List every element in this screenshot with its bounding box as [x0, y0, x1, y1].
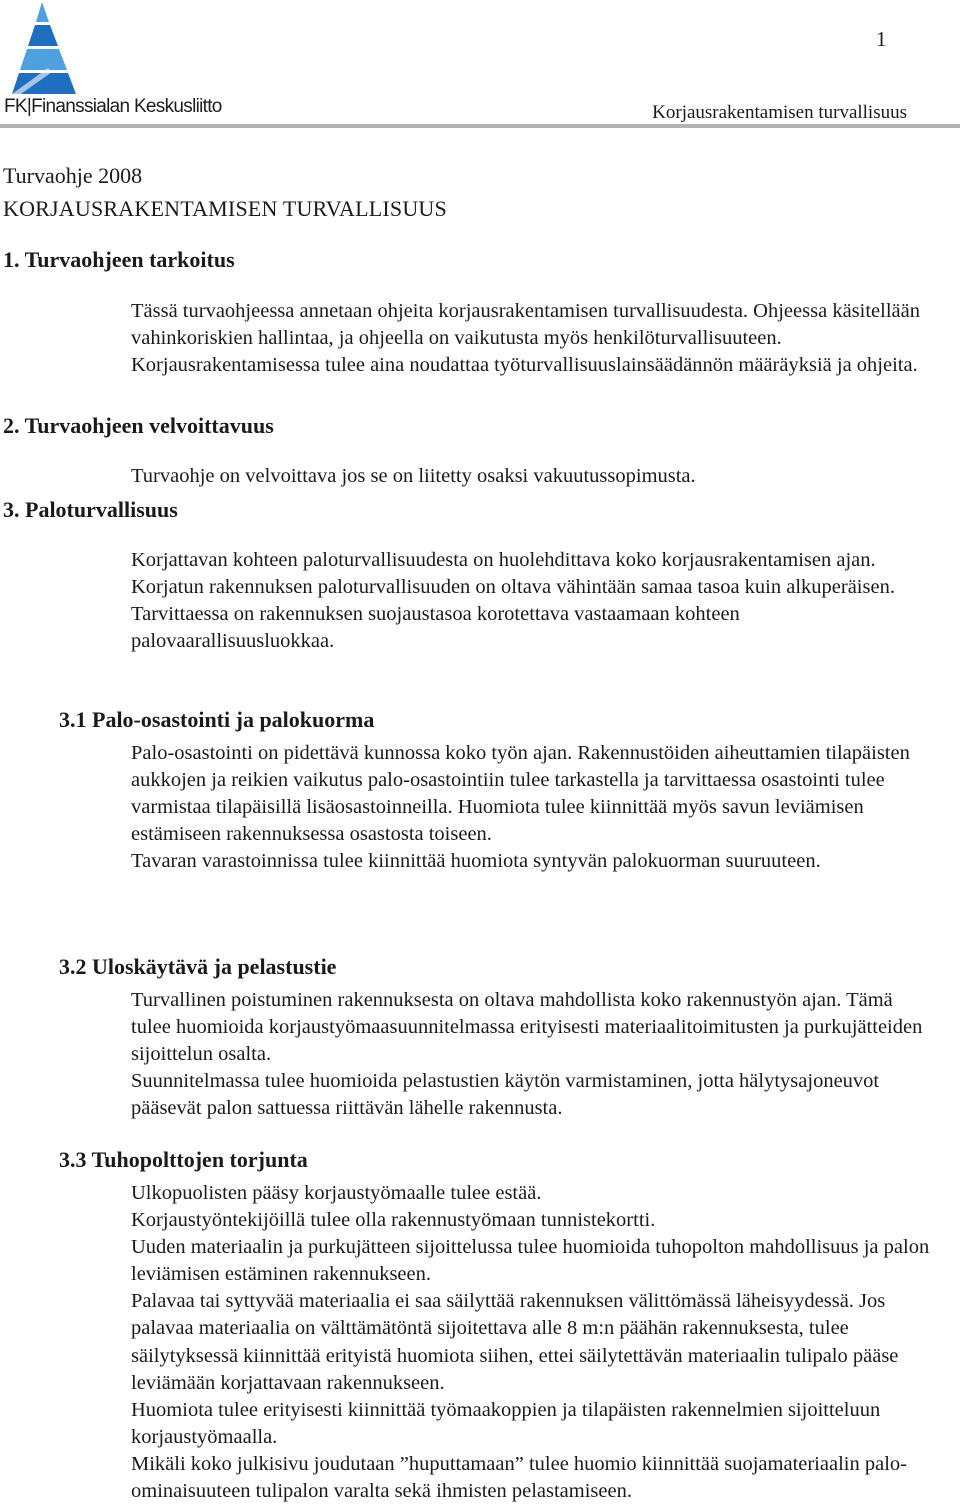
document-label: Turvaohje 2008	[3, 163, 143, 188]
section-3-3-heading: 3.3 Tuhopolttojen torjunta	[59, 1147, 308, 1172]
header-rule	[0, 124, 960, 128]
section-3-3-body	[131, 1180, 931, 1505]
paragraph: Tavaran varastoinnissa tulee kiinnittää huomiota syntyvän palokuorman suuruuteen.	[131, 850, 821, 873]
section-3-2-heading: 3.2 Uloskäytävä ja pelastustie	[59, 954, 337, 979]
section-2-heading: 2. Turvaohjeen velvoittavuus	[3, 413, 274, 438]
logo-triangle-band-1	[28, 25, 58, 46]
paragraph: Korjaustyöntekijöillä tulee olla rakennustyömaan tunnistekortti.	[131, 1209, 656, 1232]
paragraph: Palo-osastointi on pidettävä kunnossa koko työn ajan. Rakennustöiden aiheuttamien tilapäisten aukkojen ja reikien vaikutus palo-osastointiin tulee tarkastella ja tarvittaessa osastointi tulee varmistaa tilapäisillä lisäosastoinneilla. Huomiota tulee kiinnittää myös savun leviämisen estämiseen rakennuksessa osastosta toiseen.	[131, 742, 910, 846]
section-2-body	[131, 463, 931, 490]
section-3-1-heading: 3.1 Palo-osastointi ja palokuorma	[59, 707, 375, 732]
logo-triangle-top	[36, 2, 49, 22]
paragraph: Uuden materiaalin ja purkujätteen sijoittelussa tulee huomioida tuhopolton mahdollisuus ja palon leviämisen estäminen rakennukseen.	[131, 1236, 930, 1286]
section-3-2-body	[131, 987, 931, 1122]
section-1-body	[131, 298, 931, 379]
running-header: Korjausrakentamisen turvallisuus	[652, 102, 907, 123]
paragraph: Tässä turvaohjeessa annetaan ohjeita korjausrakentamisen turvallisuudesta. Ohjeessa käsitellään vahinkoriskien hallintaa, ja ohjeella on vaikutusta myös henkilöturvallisuuteen. Korjausrakentamisessa tulee aina noudattaa työturvallisuuslainsäädännön määräyksiä ja ohjeita.	[131, 300, 920, 377]
paragraph: Suunnitelmassa tulee huomioida pelastustien käytön varmistaminen, jotta hälytysajoneuvot pääsevät palon sattuessa riittävän lähelle rakennusta.	[131, 1070, 880, 1120]
section-1-heading: 1. Turvaohjeen tarkoitus	[3, 247, 235, 272]
logo-text: FK|Finanssialan Keskusliitto	[4, 96, 222, 117]
paragraph: Korjatun rakennuksen paloturvallisuuden on oltava vähintään samaa tasoa kuin alkuperäisen. Tarvittaessa on rakennuksen suojaustasoa korotettava vastaamaan kohteen palovaarallisuusluokkaa.	[131, 576, 895, 653]
page-number: 1	[876, 27, 887, 51]
section-3-heading: 3. Paloturvallisuus	[3, 497, 178, 522]
paragraph: Turvallinen poistuminen rakennuksesta on oltava mahdollista koko rakennustyön ajan. Tämä tulee huomioida korjaustyömaasuunnitelmassa erityisesti materiaalitoimitusten ja purkujätteiden sijoittelun osalta.	[131, 989, 923, 1066]
section-3-body	[131, 547, 931, 655]
paragraph: Palavaa tai syttyvää materiaalia ei saa säilyttää rakennuksen välittömässä läheisyydessä. Jos palavaa materiaalia on välttämätöntä sijoitettava alle 8 m:n päähän rakennuksesta, tulee säilytyksessä kiinnittää erityistä huomiota siihen, ettei säilytettävän materiaalin tulipalo pääse leviämään korjattavaan rakennukseen.	[131, 1290, 899, 1394]
paragraph: Huomiota tulee erityisesti kiinnittää työmaakoppien ja tilapäisten rakennelmien sijoitteluun korjaustyömaalla.	[131, 1398, 881, 1448]
paragraph: Mikäli koko julkisivu joudutaan ”huputtamaan” tulee huomio kiinnittää suojamateriaalin palo-ominaisuuteen tulipalon varalta sekä ihmisten pelastamiseen.	[131, 1452, 907, 1503]
paragraph: Turvaohje on velvoittava jos se on liitetty osaksi vakuutussopimusta.	[131, 465, 696, 487]
document-title: KORJAUSRAKENTAMISEN TURVALLISUUS	[3, 196, 447, 221]
section-3-1-body	[131, 740, 931, 875]
paragraph: Korjattavan kohteen paloturvallisuudesta on huolehdittava koko korjausrakentamisen ajan.	[131, 549, 876, 571]
logo-triangle-band-2	[20, 49, 67, 70]
paragraph: Ulkopuolisten pääsy korjaustyömaalle tulee estää.	[131, 1182, 542, 1204]
